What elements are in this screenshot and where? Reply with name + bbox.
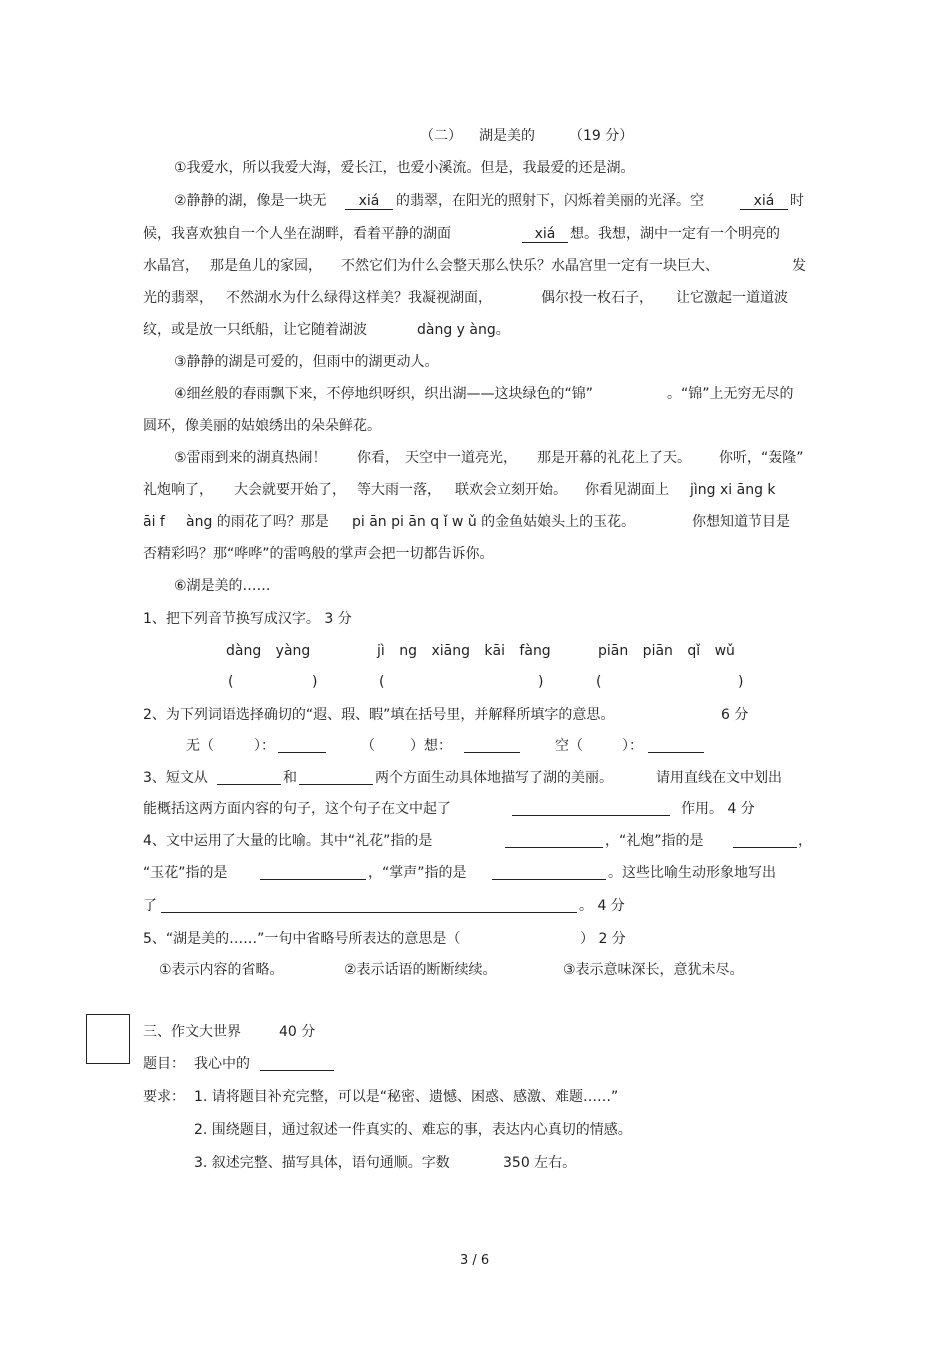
p2-line4-b: 不然湖水为什么绿得这样美？我凝视湖面， — [226, 290, 492, 306]
p2-line3-d: 发 — [792, 258, 806, 274]
p2-line4-d: 让它激起一道道波 — [676, 290, 788, 306]
p5-line2-pinyin: jìng xi āng k — [690, 482, 776, 498]
p2-line2-a: 候，我喜欢独自一个人坐在湖畔，看着平静的湖面 — [143, 226, 451, 242]
p2-line3-c: 不然它们为什么会整天那么快乐？水晶宫里一定有一块巨大、 — [341, 258, 719, 274]
q5-option-1[interactable]: ①表示内容的省略。 — [159, 962, 284, 978]
p2-line2-c: 想。我想，湖中一定有一个明亮的 — [570, 226, 780, 242]
p5-line3-d: 你想知道节目是 — [692, 514, 790, 530]
p2-line5-a: 纹，或是放一只纸船，让它随着湖波 — [143, 322, 367, 338]
p5-line1-d: 那是开幕的礼花上了天。 — [537, 450, 691, 466]
q3-blank-1[interactable] — [217, 768, 281, 785]
topic-blank[interactable] — [260, 1054, 334, 1071]
q2-item2-b: ）想： — [410, 738, 452, 754]
q1-answer-2-close: ) — [538, 674, 544, 690]
q4-text-c: ， — [798, 833, 812, 849]
p5-line1-b: 你看， — [357, 450, 399, 466]
question-2-score: 6 分 — [721, 707, 749, 723]
p5-line3-b: àng 的雨花了吗？那是 — [186, 514, 329, 530]
q5-option-2[interactable]: ②表示话语的断断续续。 — [344, 962, 497, 978]
topic-text: 我心中的 — [194, 1056, 250, 1072]
p5-line3-c: pi ān pi ān q ǐ w ǔ 的金鱼姑娘头上的玉花。 — [352, 514, 636, 530]
q2-item3-b: ）： — [622, 738, 643, 754]
requirements-label: 要求： — [143, 1089, 185, 1105]
section-score: （19 分） — [569, 128, 634, 144]
q4-blank-1[interactable] — [505, 831, 603, 848]
q2-item2-a: （ — [361, 738, 375, 754]
pinyin-blank-xia-1: xiá — [345, 191, 393, 210]
p2-line4-c: 偶尔投一枚石子， — [541, 290, 653, 306]
q2-blank-3[interactable] — [648, 736, 704, 753]
q4-line2-a: “玉花”指的是 — [143, 865, 228, 881]
q1-answer-2-open[interactable]: ( — [379, 674, 385, 690]
q2-item1-a: 无（ — [186, 738, 214, 754]
q3-text-c: 两个方面生动具体地描写了湖的美丽。 — [375, 770, 613, 786]
q5-text-b: ） 2 分 — [580, 931, 626, 947]
page-number: 3 / 6 — [460, 1253, 490, 1268]
q2-blank-2[interactable] — [464, 736, 520, 753]
q5-option-3[interactable]: ③表示意味深长，意犹未尽。 — [563, 962, 744, 978]
q3-text-d: 请用直线在文中划出 — [656, 770, 782, 786]
score-box[interactable] — [86, 1014, 130, 1064]
p4-line2: 圆环，像美丽的姑娘绣出的朵朵鲜花。 — [143, 418, 381, 434]
q1-answer-1-close: ) — [312, 674, 318, 690]
q1-pinyin-1: dàng yàng — [226, 643, 311, 659]
q1-answer-3-close: ) — [738, 674, 744, 690]
q4-line2-c: 。这些比喻生动形象地写出 — [608, 865, 776, 881]
p5-line2-c: 等大雨一落， — [357, 482, 441, 498]
q3-text-a: 3、短文从 — [143, 770, 208, 786]
p5-line1-a: ⑤雷雨到来的湖真热闹！ — [174, 450, 327, 466]
question-2-label: 2、为下列词语选择确切的“遐、瑕、暇”填在括号里，并解释所填字的意思。 — [143, 707, 615, 723]
q4-text-b: ，“礼炮”指的是 — [605, 833, 704, 849]
q5-text-a: 5、“湖是美的……”一句中省略号所表达的意思是（ — [143, 931, 461, 947]
pinyin-blank-xia-3: xiá — [522, 224, 568, 243]
p5-line2-b: 大会就要开始了， — [234, 482, 346, 498]
q4-text-a: 4、文中运用了大量的比喻。其中“礼花”指的是 — [143, 833, 433, 849]
q4-blank-5[interactable] — [161, 896, 577, 913]
q1-pinyin-2: jì ng xiāng kāi fàng — [377, 643, 551, 659]
topic-label: 题目： — [143, 1056, 185, 1072]
q4-blank-2[interactable] — [733, 831, 797, 848]
q2-item3-a: 空（ — [555, 738, 583, 754]
p5-line1-c: 天空中一道亮光， — [405, 450, 517, 466]
p5-line1-e: 你听，“轰隆” — [719, 450, 804, 466]
p2-line5-pinyin: dàng y àng。 — [417, 322, 510, 338]
q3-blank-3[interactable] — [512, 799, 670, 816]
p4-line1-b: 。“锦”上无穷无尽的 — [667, 386, 794, 402]
requirement-1: 1. 请将题目补充完整，可以是“秘密、遗憾、困惑、感激、难题……” — [194, 1089, 619, 1105]
q4-blank-3[interactable] — [260, 863, 366, 880]
q1-answer-3-open[interactable]: ( — [596, 674, 602, 690]
p5-line2-d: 联欢会立刻开始。 — [455, 482, 567, 498]
q2-blank-1[interactable] — [278, 736, 326, 753]
passage-title: 湖是美的 — [479, 128, 535, 144]
p2-line3-a: 水晶宫， — [143, 258, 199, 274]
p2-line4-a: 光的翡翠， — [143, 290, 213, 306]
q3-blank-2[interactable] — [299, 768, 373, 785]
requirement-3: 3. 叙述完整、描写具体，语句通顺。字数 — [194, 1155, 450, 1171]
q1-pinyin-3: piān piān qǐ wǔ — [598, 643, 735, 659]
p2-line3-b: 那是鱼儿的家园， — [210, 258, 322, 274]
p5-line4: 否精彩吗？那“哗哗”的雷鸣般的掌声会把一切都告诉你。 — [143, 546, 494, 562]
q4-line3-a: 了 — [143, 898, 157, 914]
p5-line3-a: āi f — [143, 514, 165, 530]
composition-title: 三、作文大世界 — [143, 1024, 241, 1040]
p4-line1: ④细丝般的春雨飘下来，不停地织呀织，织出湖——这块绿色的“锦” — [174, 386, 594, 402]
q3-line2-a: 能概括这两方面内容的句子，这个句子在文中起了 — [143, 801, 451, 817]
q2-item1-b: ）： — [254, 738, 275, 754]
p2-text-a: ②静静的湖，像是一块无 — [174, 193, 327, 209]
question-1-label: 1、把下列音节换写成汉字。 3 分 — [143, 611, 352, 627]
requirement-3-count: 350 左右。 — [503, 1155, 577, 1171]
paragraph-6: ⑥湖是美的…… — [174, 578, 271, 594]
q4-line3-b: 。 4 分 — [579, 898, 625, 914]
requirement-2: 2. 围绕题目，通过叙述一件真实的、难忘的事，表达内心真切的情感。 — [194, 1122, 632, 1138]
q1-answer-1-open[interactable]: ( — [228, 674, 234, 690]
composition-score: 40 分 — [279, 1024, 316, 1040]
q3-line2-b: 作用。 4 分 — [681, 801, 755, 817]
paragraph-3: ③静静的湖是可爱的，但雨中的湖更动人。 — [174, 354, 439, 370]
p5-line2-a: 礼炮响了， — [143, 482, 213, 498]
q4-blank-4[interactable] — [492, 863, 606, 880]
paragraph-1: ①我爱水，所以我爱大海，爱长江，也爱小溪流。但是，我最爱的还是湖。 — [174, 160, 635, 176]
p2-text-c: 的翡翠，在阳光的照射下，闪烁着美丽的光泽。空 — [396, 193, 704, 209]
p2-text-e: 时 — [790, 193, 804, 209]
p5-line2-e: 你看见湖面上 — [585, 482, 669, 498]
section-number: （二） — [420, 128, 462, 144]
q3-text-b: 和 — [283, 770, 297, 786]
pinyin-blank-xia-2: xiá — [740, 191, 788, 210]
q4-line2-b: ，“掌声”指的是 — [368, 865, 467, 881]
